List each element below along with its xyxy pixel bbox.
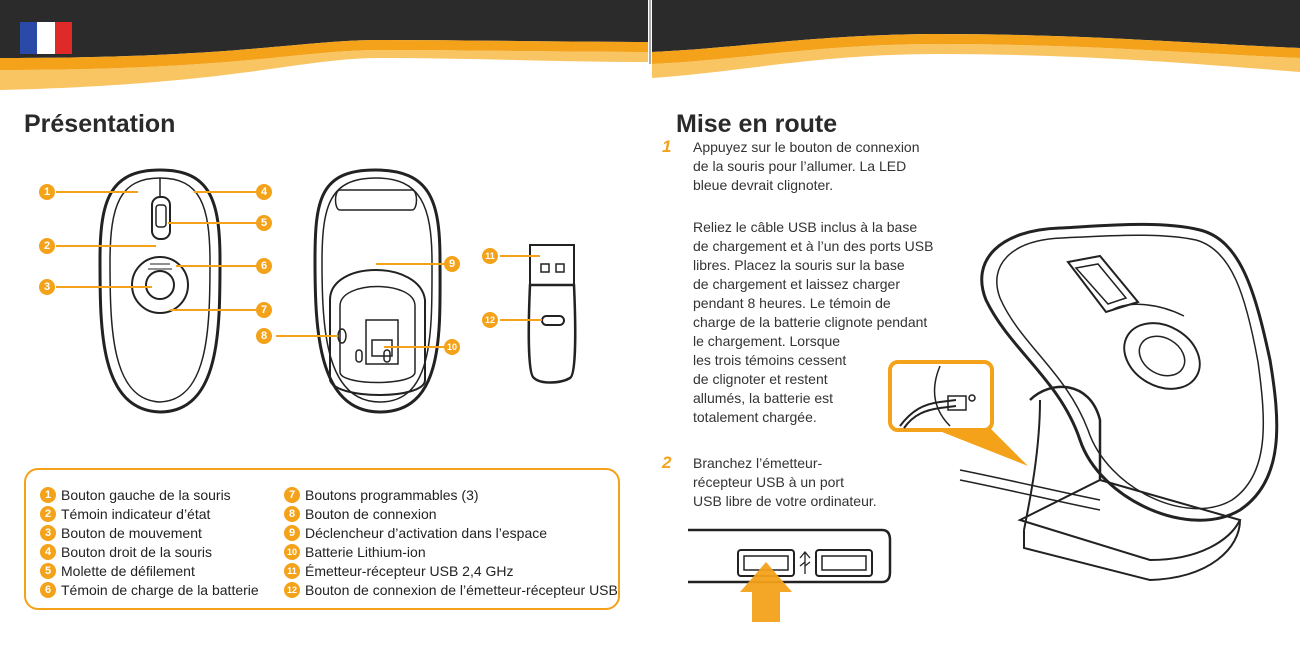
legend-number: 5 (40, 563, 56, 579)
legend-label: Témoin de charge de la batterie (61, 581, 259, 598)
step-1-line: libres. Placez la souris sur la base (693, 257, 905, 273)
step-1-line: les trois témoins cessent (693, 352, 847, 368)
charging-dock-illustration (960, 224, 1277, 580)
legend-number: 2 (40, 506, 56, 522)
callout-3: 3 (39, 279, 55, 295)
legend-item (284, 504, 618, 523)
legend-label: Émetteur-récepteur USB 2,4 GHz (305, 562, 514, 579)
step-1-line: allumés, la batterie est (693, 390, 834, 406)
legend-number: 11 (284, 563, 300, 579)
legend-item (284, 542, 618, 561)
step-1-line: Reliez le câble USB inclus à la base (693, 219, 918, 235)
step-1-text-a (693, 138, 920, 195)
step-1-line: totalement chargée. (693, 409, 817, 425)
callout-4: 4 (256, 184, 272, 200)
step-1-line: de chargement et à l’un des ports USB (693, 238, 934, 254)
legend-item (40, 523, 259, 542)
legend-number: 8 (284, 506, 300, 522)
step-1-line: pendant 8 heures. Le témoin de (693, 295, 891, 311)
step-1-number: 1 (662, 137, 672, 156)
step-2-number: 2 (662, 453, 672, 472)
step-2-line: Branchez l’émetteur- (693, 455, 823, 471)
step-1-line: charge de la batterie clignote pendant (693, 314, 928, 330)
step-1-line: le chargement. Lorsque (693, 333, 841, 349)
step-1-line: de clignoter et restent (693, 371, 828, 387)
callout-11: 11 (482, 248, 498, 264)
legend-item (284, 485, 618, 504)
legend-item (40, 580, 259, 599)
legend-label: Bouton de connexion de l’émetteur-récepteur USB (305, 581, 618, 598)
legend-number: 10 (284, 544, 300, 560)
step-1-line: Appuyez sur le bouton de connexion (693, 139, 920, 155)
legend-label: Batterie Lithium-ion (305, 543, 426, 560)
step-2-line: USB libre de votre ordinateur. (693, 493, 877, 509)
legend-label: Molette de défilement (61, 562, 195, 579)
usb-port-strip (688, 530, 890, 582)
legend-number: 4 (40, 544, 56, 560)
legend-label: Déclencheur d’activation dans l’espace (305, 524, 548, 541)
callout-1: 1 (39, 184, 55, 200)
parts-legend (24, 468, 620, 610)
legend-item (40, 485, 259, 504)
legend-label: Témoin indicateur d’état (61, 505, 211, 522)
legend-item (40, 504, 259, 523)
step-1-line: de chargement et laissez charger (693, 276, 900, 292)
callout-7: 7 (256, 302, 272, 318)
legend-label: Bouton gauche de la souris (61, 486, 231, 503)
presentation-title: Présentation (24, 110, 176, 138)
legend-number: 6 (40, 582, 56, 598)
legend-label: Boutons programmables (3) (305, 486, 479, 503)
legend-number: 7 (284, 487, 300, 503)
legend-column-left (40, 485, 259, 599)
callout-2: 2 (39, 238, 55, 254)
legend-item (40, 561, 259, 580)
legend-number: 12 (284, 582, 300, 598)
callout-10: 10 (444, 339, 460, 355)
getting-started-title: Mise en route (676, 110, 838, 138)
mouse-top-view (100, 170, 220, 412)
legend-number: 1 (40, 487, 56, 503)
legend-item (284, 580, 618, 599)
step-2-line: récepteur USB à un port (693, 474, 844, 490)
mouse-bottom-view (315, 170, 440, 412)
legend-item (40, 542, 259, 561)
step-1-line: bleue devrait clignoter. (693, 177, 834, 193)
insert-arrow-icon (740, 562, 792, 622)
callout-5: 5 (256, 215, 272, 231)
callout-6: 6 (256, 258, 272, 274)
usb-dongle (529, 245, 575, 383)
legend-item (284, 523, 618, 542)
legend-label: Bouton droit de la souris (61, 543, 212, 560)
step-1-text-b (693, 218, 933, 427)
legend-column-right (284, 485, 618, 599)
legend-label: Bouton de connexion (305, 505, 437, 522)
callout-12: 12 (482, 312, 498, 328)
step-1-line: de la souris pour l’allumer. La LED (693, 158, 907, 174)
callout-9: 9 (444, 256, 460, 272)
legend-number: 9 (284, 525, 300, 541)
step-2-text (693, 454, 877, 511)
legend-number: 3 (40, 525, 56, 541)
legend-item (284, 561, 618, 580)
callout-8: 8 (256, 328, 272, 344)
legend-label: Bouton de mouvement (61, 524, 202, 541)
